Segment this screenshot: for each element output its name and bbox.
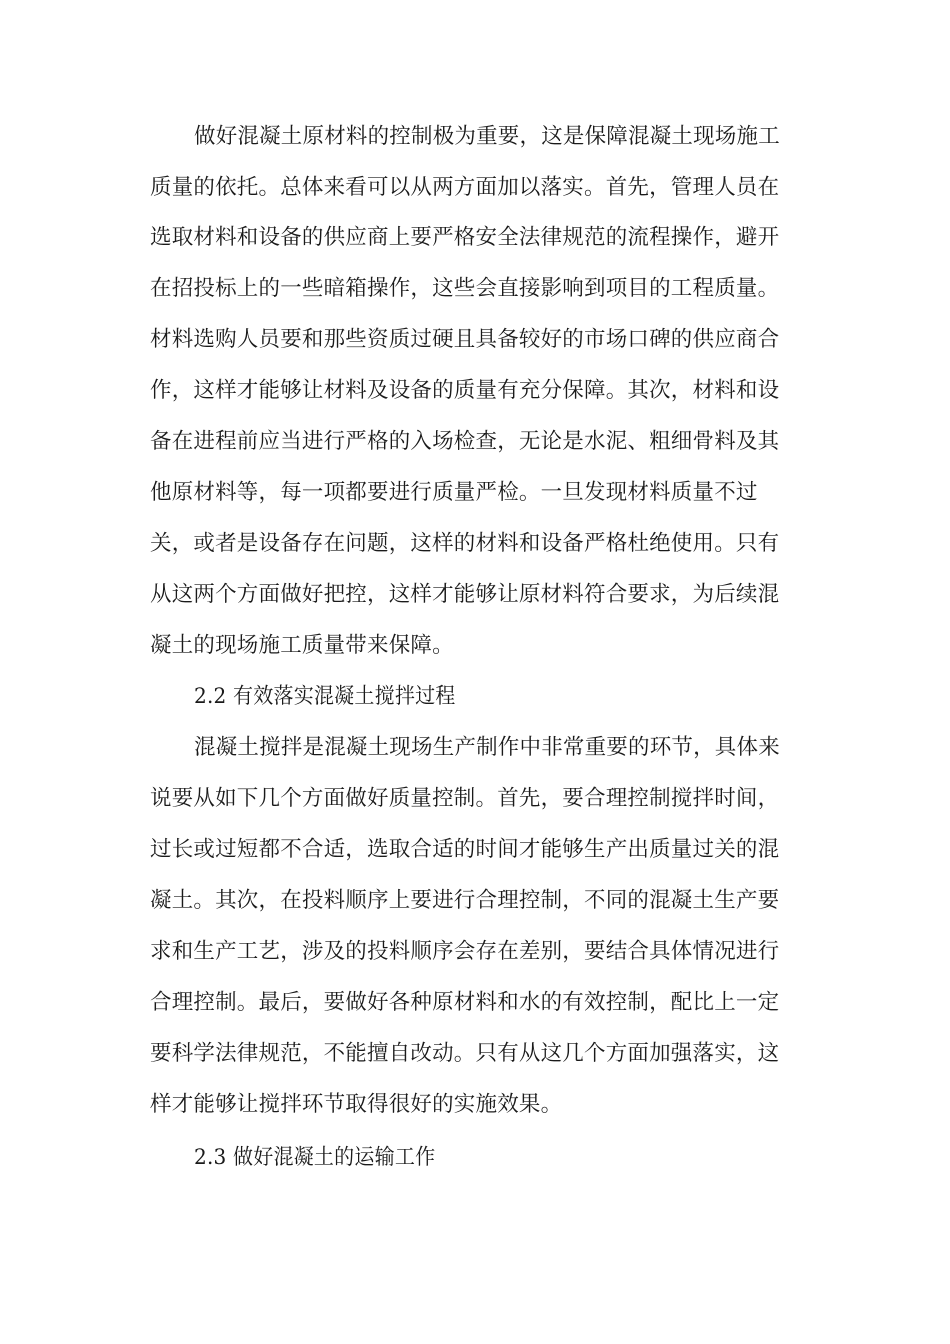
section-heading-2-2: 2.2 有效落实混凝土搅拌过程	[194, 684, 456, 709]
paragraph-2-line-1: 混凝土搅拌是混凝土现场生产制作中非常重要的环节，具体来	[194, 735, 780, 760]
paragraph-1-line-2: 质量的依托。总体来看可以从两方面加以落实。首先，管理人员在	[150, 175, 780, 200]
paragraph-2-line-8: 样才能够让搅拌环节取得很好的实施效果。	[150, 1092, 563, 1117]
paragraph-2-line-2: 说要从如下几个方面做好质量控制。首先，要合理控制搅拌时间，	[150, 786, 780, 811]
paragraph-2-line-4: 凝土。其次，在投料顺序上要进行合理控制，不同的混凝土生产要	[150, 888, 780, 913]
paragraph-2-line-6: 合理控制。最后，要做好各种原材料和水的有效控制，配比上一定	[150, 990, 780, 1015]
paragraph-2-line-3: 过长或过短都不合适，选取合适的时间才能够生产出质量过关的混	[150, 837, 780, 862]
paragraph-2-line-7: 要科学法律规范，不能擅自改动。只有从这几个方面加强落实，这	[150, 1041, 780, 1066]
paragraph-1-line-1: 做好混凝土原材料的控制极为重要，这是保障混凝土现场施工	[194, 124, 780, 149]
section-heading-2-3: 2.3 做好混凝土的运输工作	[194, 1145, 436, 1170]
paragraph-1-line-10: 从这两个方面做好把控，这样才能够让原材料符合要求，为后续混	[150, 582, 780, 607]
paragraph-1-line-3: 选取材料和设备的供应商上要严格安全法律规范的流程操作，避开	[150, 225, 780, 250]
paragraph-1-line-8: 他原材料等，每一项都要进行质量严检。一旦发现材料质量不过	[150, 480, 758, 505]
paragraph-1-line-4: 在招投标上的一些暗箱操作，这些会直接影响到项目的工程质量。	[150, 276, 780, 301]
paragraph-2-line-5: 求和生产工艺，涉及的投料顺序会存在差别，要结合具体情况进行	[150, 939, 780, 964]
paragraph-1-line-9: 关，或者是设备存在问题，这样的材料和设备严格杜绝使用。只有	[150, 531, 780, 556]
paragraph-1-line-5: 材料选购人员要和那些资质过硬且具备较好的市场口碑的供应商合	[150, 327, 780, 352]
paragraph-1-line-11: 凝土的现场施工质量带来保障。	[150, 633, 454, 658]
paragraph-1-line-7: 备在进程前应当进行严格的入场检查，无论是水泥、粗细骨料及其	[150, 429, 780, 454]
paragraph-1-line-6: 作，这样才能够让材料及设备的质量有充分保障。其次，材料和设	[150, 378, 780, 403]
